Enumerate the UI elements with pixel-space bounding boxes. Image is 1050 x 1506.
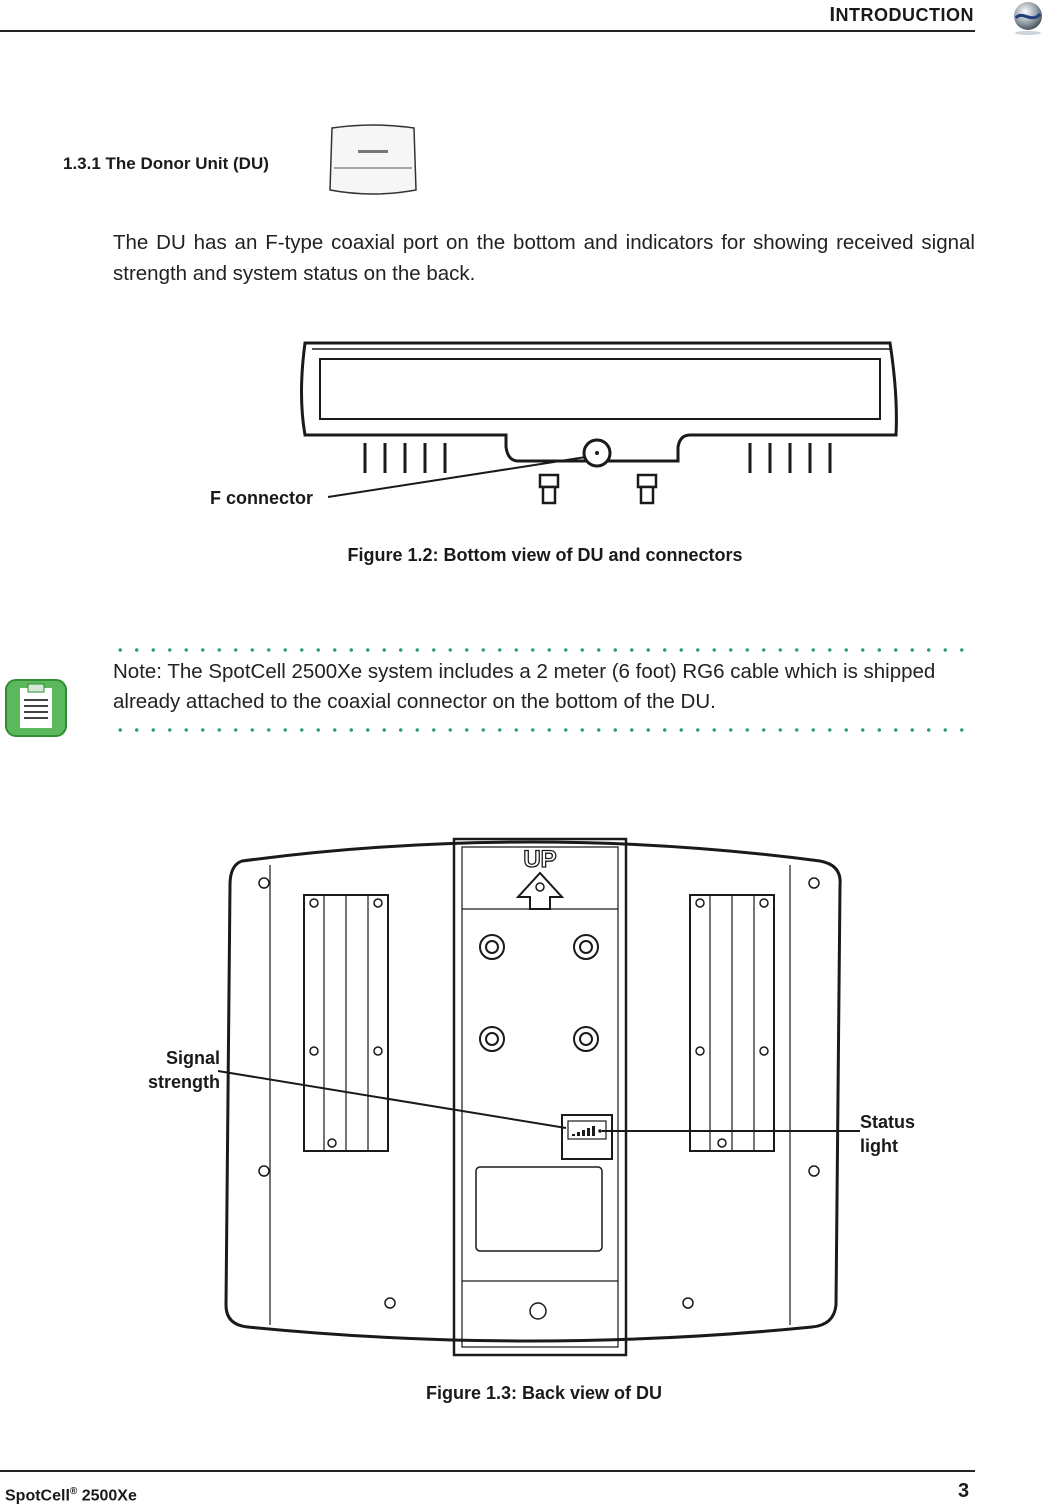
f-connector-port (584, 440, 610, 466)
up-embossed-label: UP (523, 846, 557, 873)
footer-rule (0, 1470, 975, 1472)
header-rest: NTRODUCTION (835, 5, 974, 25)
footer-product-name: SpotCell (5, 1487, 70, 1505)
status-label-line1: Status (860, 1112, 916, 1132)
clipboard-note-icon (2, 672, 72, 742)
f-connector-label: F connector (210, 488, 314, 508)
status-light-label (860, 1110, 915, 1158)
signal-status-panel (562, 1115, 612, 1159)
footer-product (5, 1486, 137, 1505)
back-view-drawing (200, 825, 860, 1365)
note-top-rule (112, 648, 972, 652)
registered-mark: ® (69, 1486, 78, 1497)
status-label-line2: light (860, 1136, 898, 1156)
section-body: The DU has an F-type coaxial port on the bottom and indicators for showing received signal strength and system status on the back. (113, 231, 975, 285)
figure-1-3-caption: Figure 1.3: Back view of DU (425, 1383, 663, 1403)
header-rule (0, 30, 975, 32)
running-header (829, 4, 974, 27)
signal-label-line1: Signal (165, 1048, 220, 1068)
globe-logo-icon (1010, 0, 1046, 36)
page-number: 3 (958, 1480, 970, 1502)
footer-model: 2500Xe (77, 1487, 137, 1505)
header-initial: I (829, 4, 836, 26)
signal-label-line2: strength (148, 1072, 220, 1092)
section-heading: 1.3.1 The Donor Unit (DU) (63, 154, 269, 173)
donor-unit-thumbnail (328, 124, 418, 196)
signal-strength-label (120, 1046, 220, 1094)
note-text: Note: The SpotCell 2500Xe system includes a 2 meter (6 foot) RG6 cable which is shipped already attached to the coaxial connector on the bottom of the DU. (113, 660, 936, 713)
figure-1-2-caption: Figure 1.2: Bottom view of DU and connectors (347, 545, 743, 565)
note-bottom-rule (112, 728, 972, 732)
